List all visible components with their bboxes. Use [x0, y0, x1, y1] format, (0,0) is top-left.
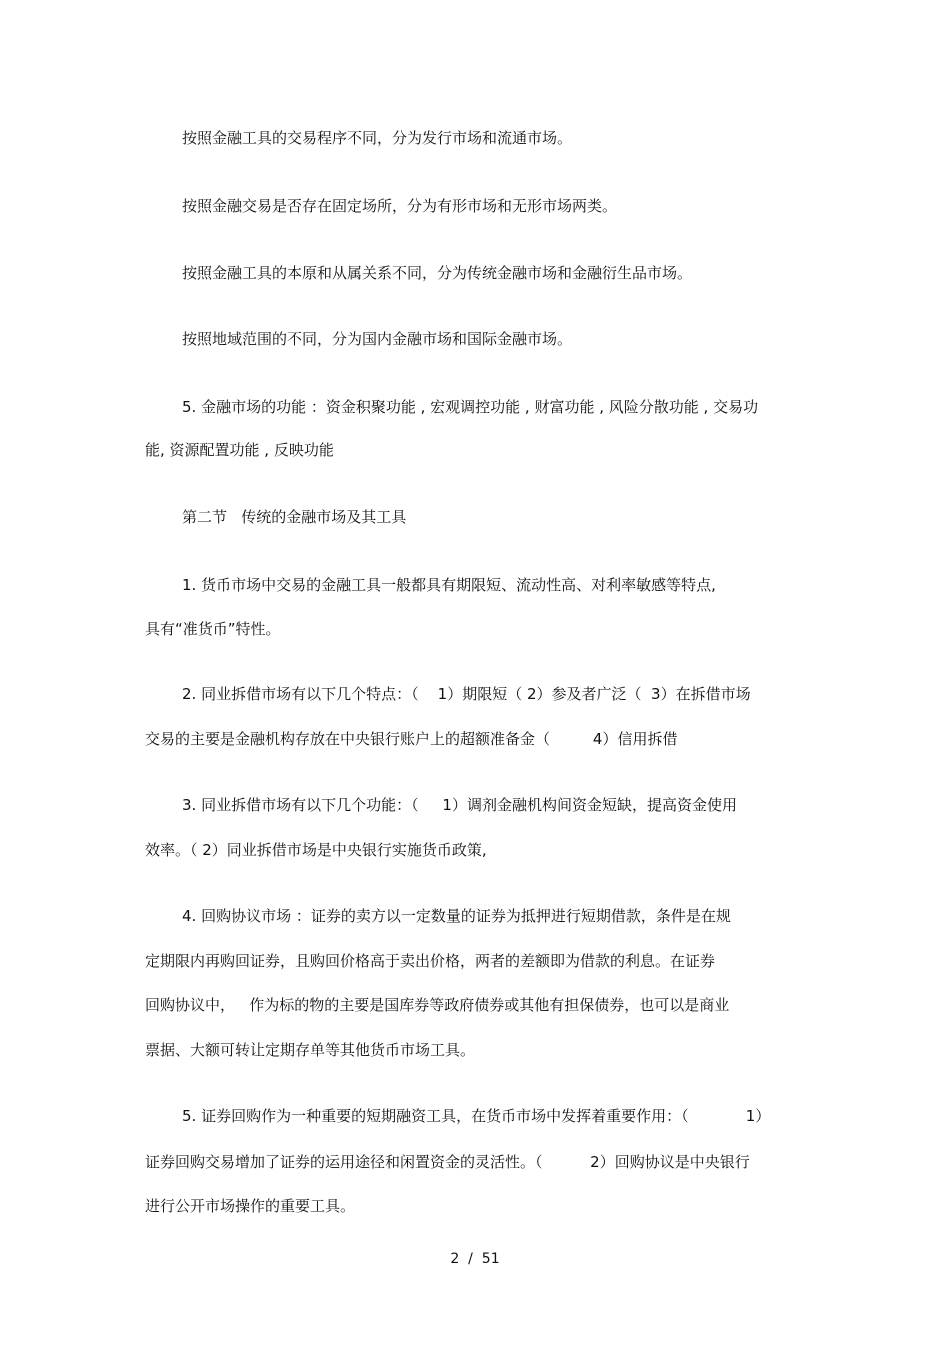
- page-number: 2 / 51: [450, 1251, 500, 1267]
- paragraph-line: 具有“准货币”特性。: [145, 620, 281, 638]
- paragraph-line: 证券回购交易增加了证券的运用途径和闲置资金的灵活性。（ 2）回购协议是中央银行: [145, 1153, 750, 1171]
- paragraph-line: 交易的主要是金融机构存放在中央银行账户上的超额准备金（ 4）信用拆借: [145, 730, 678, 748]
- paragraph-line: 按照金融工具的本原和从属关系不同，分为传统金融市场和金融衍生品市场。: [182, 264, 693, 282]
- paragraph-line: 回购协议中， 作为标的物的主要是国库券等政府债券或其他有担保债券，也可以是商业: [145, 996, 730, 1014]
- paragraph-line: 按照地域范围的不同，分为国内金融市场和国际金融市场。: [182, 330, 573, 348]
- paragraph-line: 能, 资源配置功能 , 反映功能: [145, 441, 334, 459]
- paragraph-line: 按照金融交易是否存在固定场所，分为有形市场和无形市场两类。: [182, 197, 618, 215]
- paragraph-line: 1. 货币市场中交易的金融工具一般都具有期限短、流动性高、对利率敏感等特点,: [182, 576, 716, 594]
- section-heading: 第二节 传统的金融市场及其工具: [182, 508, 407, 526]
- paragraph-line: 定期限内再购回证券，且购回价格高于卖出价格，两者的差额即为借款的利息。在证券: [145, 952, 716, 970]
- paragraph-line: 票据、大额可转让定期存单等其他货币市场工具。: [145, 1041, 476, 1059]
- paragraph-line: 2. 同业拆借市场有以下几个特点：（ 1）期限短（ 2）参及者广泛（ 3）在拆借市场: [182, 685, 751, 703]
- paragraph-line: 进行公开市场操作的重要工具。: [145, 1197, 356, 1215]
- paragraph-line: 按照金融工具的交易程序不同，分为发行市场和流通市场。: [182, 129, 573, 147]
- paragraph-line: 3. 同业拆借市场有以下几个功能：（ 1）调剂金融机构间资金短缺，提高资金使用: [182, 796, 737, 814]
- paragraph-line: 5. 金融市场的功能 ：资金积聚功能 , 宏观调控功能 , 财富功能 , 风险分散功能 , 交易功: [182, 398, 759, 416]
- paragraph-line: 4. 回购协议市场 ：证券的卖方以一定数量的证券为抵押进行短期借款，条件是在规: [182, 907, 731, 925]
- paragraph-line: 5. 证券回购作为一种重要的短期融资工具，在货币市场中发挥着重要作用：（ 1）: [182, 1107, 771, 1125]
- paragraph-line: 效率。（ 2）同业拆借市场是中央银行实施货币政策,: [145, 841, 487, 859]
